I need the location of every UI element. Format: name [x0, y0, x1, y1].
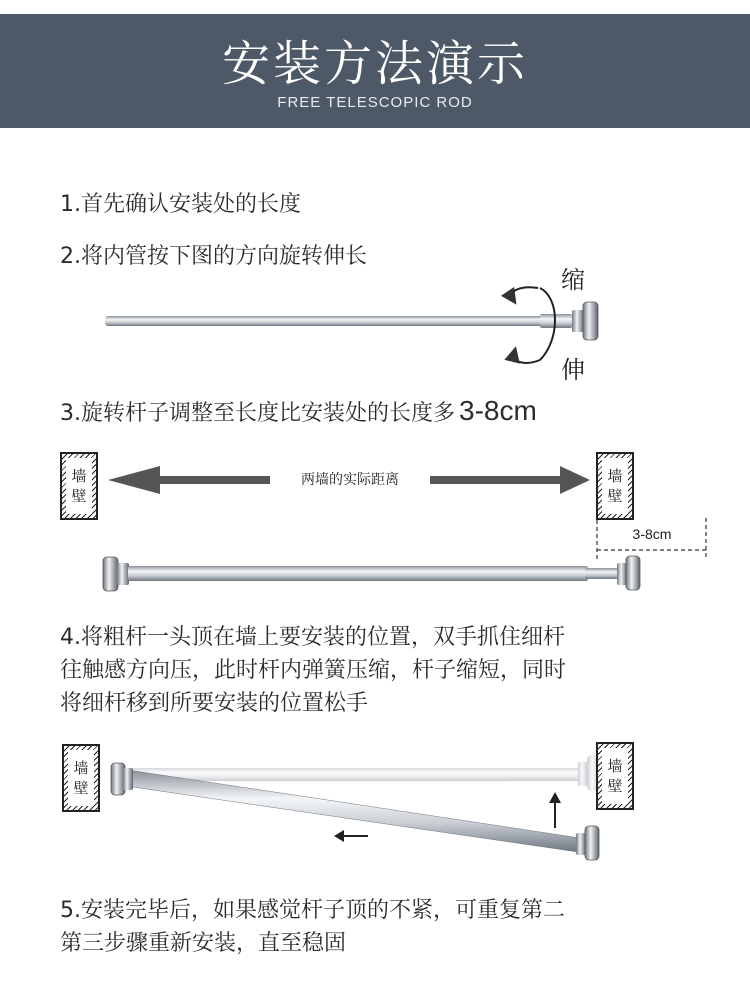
rod-thick: [128, 566, 588, 581]
step-4-line-1: 4.将粗杆一头顶在墙上要安装的位置，双手抓住细杆: [60, 625, 565, 650]
extra-length-label: 3-8cm: [632, 526, 672, 542]
step-5-line-1: 5.安装完毕后，如果感觉杆子顶的不紧，可重复第二: [60, 898, 565, 923]
page-title: 安装方法演示: [221, 36, 528, 92]
move-up-arrow-icon: [549, 792, 561, 828]
step-2: 2.将内管按下图的方向旋转伸长: [60, 244, 367, 269]
step-4-line-2: 往触感方向压，此时杆内弹簧压缩，杆子缩短，同时: [60, 658, 567, 683]
wall-char-2: 壁: [71, 487, 87, 505]
wall-char-1: 墙: [607, 757, 623, 775]
rod-step-3: [103, 556, 640, 591]
rod-thin: [585, 568, 620, 579]
rod-left-cap: [111, 763, 125, 795]
rod-left-cap: [103, 557, 118, 591]
rod-right-cap: [585, 826, 599, 860]
wall-char-2: 壁: [607, 487, 623, 505]
wall-char-1: 墙: [607, 467, 623, 485]
wall-right-step-4: [596, 742, 634, 810]
step-5-line-2: 第三步骤重新安装，直至稳固: [60, 931, 347, 956]
rod-collar: [572, 310, 584, 332]
rod-left-collar: [123, 768, 133, 790]
rod-thick: [540, 314, 572, 328]
shrink-label: 缩: [561, 266, 585, 294]
rod-step-2: [105, 302, 598, 340]
wall-left-step-3: [60, 452, 98, 520]
rod-right-cap: [626, 556, 640, 590]
page-subtitle: FREE TELESCOPIC ROD: [277, 94, 473, 111]
rod-end-cap: [583, 302, 598, 340]
wall-left-step-4: [62, 744, 100, 812]
step-1: 1.首先确认安装处的长度: [60, 192, 301, 217]
wall-right-step-3: [596, 452, 634, 520]
wall-char-2: 壁: [73, 779, 89, 797]
step-3-text: 3.旋转杆子调整至长度比安装处的长度多: [60, 401, 455, 426]
extend-label: 伸: [561, 356, 585, 384]
distance-label: 两墙的实际距离: [270, 469, 430, 489]
rod-thin: [105, 316, 545, 326]
rod-left-collar: [117, 563, 129, 585]
wall-char-1: 墙: [71, 467, 87, 485]
wall-char-1: 墙: [73, 759, 89, 777]
rod-right-collar: [576, 833, 586, 855]
step-3-extra: 3-8cm: [459, 395, 537, 426]
move-left-arrow-icon: [334, 830, 368, 842]
step-4-line-3: 将细杆移到所要安装的位置松手: [60, 691, 369, 716]
rod-right-collar: [617, 563, 627, 585]
wall-char-2: 壁: [607, 777, 623, 795]
